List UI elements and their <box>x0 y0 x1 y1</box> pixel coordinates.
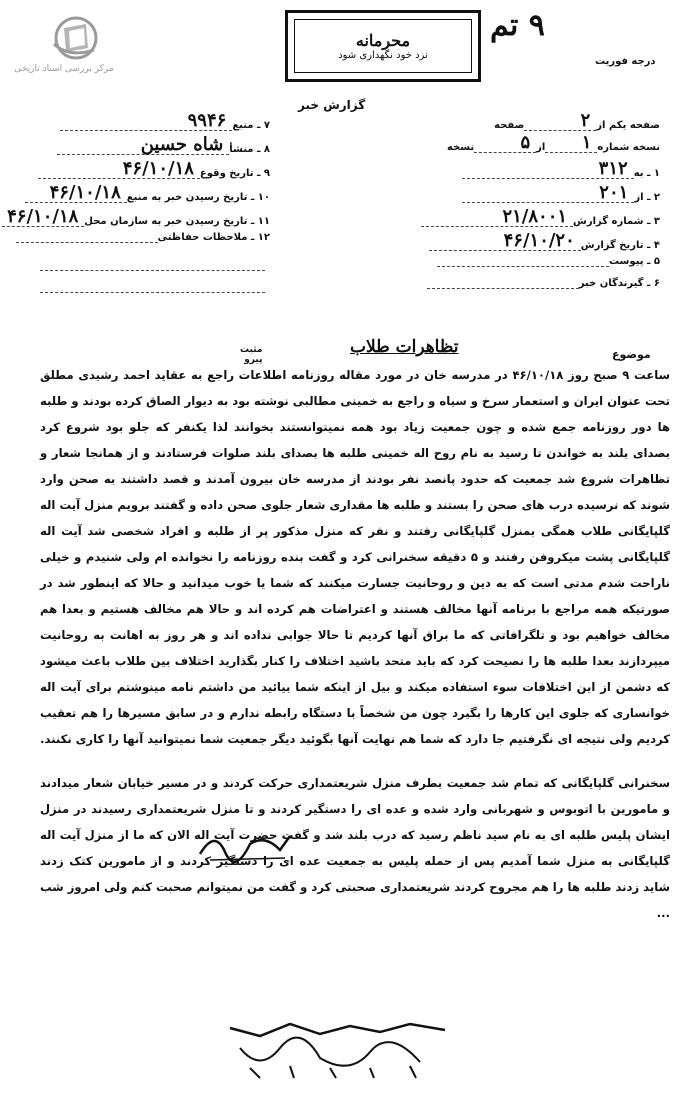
field-attachment: ۵ ـ پیوست <box>437 256 660 267</box>
field-occurrence-date: ۹ ـ تاریخ وقوع ۴۶/۱۰/۱۸ <box>38 160 270 179</box>
field-page: صفحه یکم از ۲ صفحه <box>494 110 660 131</box>
filing-scrawl <box>220 1018 460 1080</box>
subject-value: تظاهرات طلاب <box>350 337 459 357</box>
field-from: ۲ ـ از ۲۰۱ <box>462 184 660 203</box>
field-value <box>427 288 579 289</box>
subject-label: موضوع <box>612 348 651 361</box>
urgency-grade-label: درجه فوریت <box>595 56 656 67</box>
body-paragraph-1: ساعت ۹ صبح روز ۴۶/۱۰/۱۸ در مدرسه خان در مورد مقاله روزنامه اطلاعات راجع به عقاید احمد رشیدی مطلق تحت عنوان ایران و استعمار سرخ و سیاه و راجع به خمینی مطالبی نوشته بود به دیوار الصاق کرده بودند و طلبه ها دور روزنامه جمع شده و چون جمعیت زیاد بود همه نمیتوانستند بخوانند لذا یکنفر که جلو بود شروع کرد بصدای بلند به خواندن تا رسید به نام روح اله خمینی طلبه ها بصدای بلند صلوات فرستادند و از همانجا شعار و تظاهرات شروع شد جمعیت که حدود پانصد نفر بودند از مدرسه خان بیرون آمدند و قصد داشتند به صحن وارد شوند که نرسیده درب های صحن را بستند و طلبه ها مقداری شعار جلوی صحن داده و گفتند برویم منزل آیت اله گلپایگانی طلاب همگی بمنزل گلپایگانی رفتند و نفر که منزل مذکور پر از طلبه و افراد شخصی شد آیت اله گلپایگانی پشت میکروفن رفتند و ۵ دقیقه سخنرانی کرد و گفت بنده روزنامه را نخوانده ام ولی شنیدم و خیلی ناراحت شدم مدتی است که به دین و روحانیت جسارت میکنند که شما یا خوب میدانید و حالا که اینطور شد در صورتیکه همه مراجع با برنامه آنها مخالف هستند و اعتراضات هم کرده اند و حالا هم مخالف هستیم و بعدا هم مخالف خواهیم بود و تلگرافاتی که ما براق آنها کردیم تا حالا جوابی نداده اند و هر روز به اهانت به روحانیت میپردازند بعدا طلبه ها را نصیحت کرد که باید متحد باشید اختلاف را کنار بگذارید اختلاف بین طلاب باعث میشود که دشمن از این اختلافات سوء استفاده میکند و بیل از اینکه شما بیائید من داشتم نامه مینوشتم برای آیت اله خوانساری که جلوی این کارها را بگیرد چون من شخصاً با دستگاه رابطه ندارم و در سابق مسیرها را هم تعقیب کردیم ولی نتیجه ای نگرفتیم جا دارد که شما هم نهایت آنها بگوئید دیگر جمعیت شما نمیتوانید آنها را کاری نکنند. <box>39 368 670 746</box>
field-value <box>16 242 158 243</box>
field-value: ۳۱۲ <box>462 160 634 179</box>
field-value-2: ۵ <box>474 134 536 153</box>
field-value: ۲۰۱ <box>462 184 634 203</box>
field-value: شاه حسین <box>57 136 229 155</box>
blank-line <box>40 270 265 271</box>
field-recipients: ۶ ـ گیرندگان خبر <box>427 278 660 289</box>
field-value: ۲۱/۸۰۰۱ <box>421 208 573 227</box>
blank-line <box>40 292 265 293</box>
report-body <box>40 362 670 926</box>
handwritten-signature <box>190 824 300 864</box>
field-date-news-to-source: ۱۰ ـ تاریخ رسیدن خبر به منبع ۴۶/۱۰/۱۸ <box>25 184 270 203</box>
field-source: ۷ ـ منبع ۹۹۴۶ <box>60 112 270 131</box>
margin-annotation: مثبت پیرو <box>240 345 263 365</box>
field-copy-number: نسخه شماره ۱ از ۵ نسخه <box>446 132 660 153</box>
archive-logo-icon <box>14 14 114 64</box>
watermark-text: مرکز بررسی اسناد تاریخی <box>14 64 114 74</box>
confidential-stamp <box>285 10 481 82</box>
field-date-news-to-org: ۱۱ ـ تاریخ رسیدن خبر به سازمان محل ۴۶/۱۰/۱۸ <box>2 208 270 227</box>
field-origin: ۸ ـ منشأ شاه حسین <box>57 136 270 155</box>
field-value: ۱ <box>545 134 597 153</box>
archive-watermark <box>14 14 114 84</box>
field-report-date: ۴ ـ تاریخ گزارش ۴۶/۱۰/۲۰ <box>429 232 660 251</box>
field-value: ۲ <box>524 112 596 131</box>
field-value: ۴۶/۱۰/۱۸ <box>25 184 127 203</box>
field-value: ۴۶/۱۰/۱۸ <box>38 160 200 179</box>
field-value: ۴۶/۱۰/۲۰ <box>429 232 581 251</box>
field-value: ۹۹۴۶ <box>60 112 232 131</box>
stamp-line-1: محرمانه <box>355 31 411 50</box>
urgency-grade-value: ۹ تم <box>490 8 545 43</box>
field-value: ۴۶/۱۰/۱۸ <box>2 208 84 227</box>
field-report-number: ۳ ـ شماره گزارش ۲۱/۸۰۰۱ <box>421 208 660 227</box>
report-type: گزارش خبر <box>298 98 366 112</box>
field-protective-notes: ۱۲ ـ ملاحظات حفاظتی <box>16 232 270 243</box>
field-to: ۱ ـ به ۳۱۲ <box>462 160 660 179</box>
body-paragraph-2: سخنرانی گلپایگانی که تمام شد جمعیت بطرف منزل شریعتمداری حرکت کردند و در مسیر خیابان شعار میدادند و مامورین با اتوبوس و شهربانی وارد شده و عده ای را دستگیر کردند و تا منزل شریعتمداری رسیدند در منزل ایشان پلیس طلبه ای به نام سید ناظم رسید که درب بلند شد و گفت حضرت آیت اله الان که ما از منزل آیت اله گلپایگانی به منزل شما آمدیم پس از حمله پلیس به جمعیت عده ای را دستگیر کردند و از مامورین کتک زدند شاید زدند طلبه ها را هم مجروح کردند شریعتمداری صحبتی کرد و گفت من نمیتوانم صحبت کنم ولی امروز شب ... <box>40 776 670 920</box>
field-value <box>437 266 609 267</box>
stamp-line-2: نزد خود نگهداری شود <box>338 50 428 61</box>
